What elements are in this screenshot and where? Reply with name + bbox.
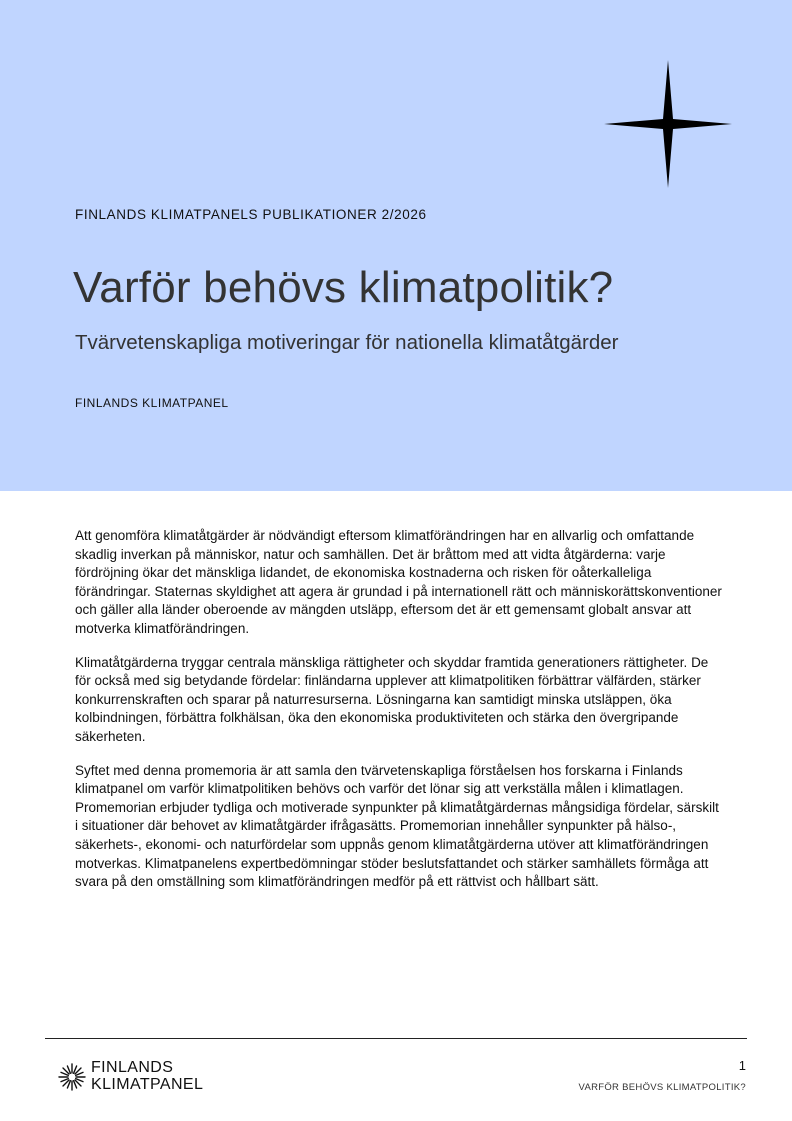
sunburst-logo-icon — [58, 1063, 86, 1091]
running-title: VARFÖR BEHÖVS KLIMATPOLITIK? — [578, 1082, 746, 1093]
klimatpanel-logo — [58, 1060, 258, 1096]
footer-divider — [45, 1038, 747, 1039]
paragraph: Att genomföra klimatåtgärder är nödvändigt eftersom klimatförändringen har en allvarlig och omfattande skadlig inverkan på människor, natur och samhällen. Det är bråttom med att vidta åtgärderna: varje fördröjning ökar det mänskliga lidandet, de ekonomiska kostnaderna och risken för oåterkalleliga förändringar. Staternas skyldighet att agera är grundad i på internationell rätt och människorättskonventioner och gäller alla länder oberoende av mängden utsläpp, eftersom det är ett gemensamt globalt ansvar att motverka klimatförändringen. — [75, 528, 722, 636]
body-text — [75, 527, 725, 907]
paragraph: Klimatåtgärderna tryggar centrala mänskliga rättigheter och skyddar framtida generationers rättigheter. De för också med sig betydande fördelar: finländarna upplever att klimatpolitiken förbättrar välfärden, stärker konkurrenskraften och sparar på naturresurserna. Lösningarna kan samtidigt minska utsläppen, öka kolbindningen, förbättra folkhälsan, öka den ekonomiska produktiviteten och stärka den övergripande säkerheten. — [75, 654, 709, 744]
author-label: FINLANDS KLIMATPANEL — [75, 396, 229, 410]
page-subtitle: Tvärvetenskapliga motiveringar för nationella klimatåtgärder — [75, 331, 619, 354]
paragraph: Syftet med denna promemoria är att samla den tvärvetenskapliga förståelsen hos forskarna i Finlands klimatpanel om varför klimatpolitiken behövs och varför det lönar sig att verkställa målen i klimatlagen. Promemorian erbjuder tydliga och motiverade synpunkter på klimatåtgärdernas mångsidiga fördelar, särskilt i situationer där behovet av klimatåtgärder ifrågasätts. Promemorian innehåller synpunkter på hälso-, säkerhets-, ekonomi- och naturfördelar som uppnås genom klimatåtgärderna utöver att klimatförändringen motverkas. Klimatpanelens expertbedömningar stöder beslutsfattandet och stärker samhällets förmåga att svara på den omställning som klimatförändringen medför på ett rättvist och hållbart sätt. — [75, 762, 719, 890]
four-point-star-icon — [604, 60, 732, 188]
page-number: 1 — [738, 1058, 746, 1073]
page-title: Varför behövs klimatpolitik? — [73, 263, 614, 312]
publication-series: FINLANDS KLIMATPANELS PUBLIKATIONER 2/2026 — [75, 207, 427, 222]
cover-header — [0, 0, 792, 491]
logo-line-1: FINLANDS — [91, 1059, 174, 1076]
logo-line-2: KLIMATPANEL — [91, 1075, 204, 1093]
logo-wordmark — [91, 1060, 203, 1093]
